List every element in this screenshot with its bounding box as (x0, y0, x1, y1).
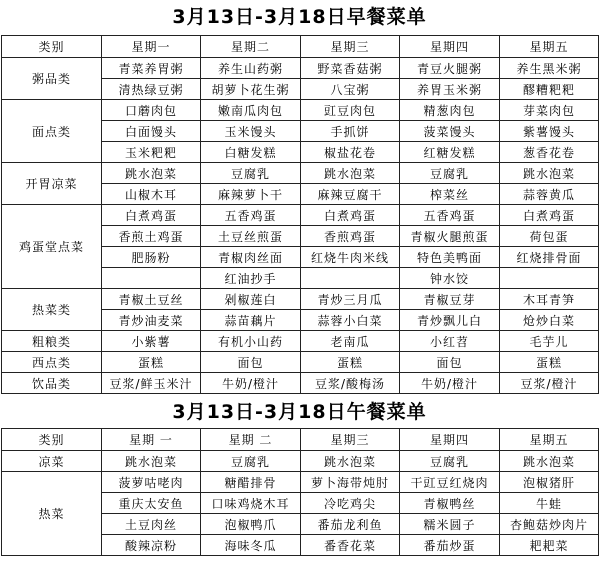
menu-item-cell: 白煮鸡蛋 (301, 205, 400, 226)
menu-item-cell: 玉米粑粑 (102, 142, 201, 163)
menu-item-cell: 红烧牛肉米线 (301, 247, 400, 268)
menu-item-cell: 山椒木耳 (102, 184, 201, 205)
menu-item-cell: 白糖发糕 (201, 142, 301, 163)
menu-item-cell: 面包 (400, 352, 500, 373)
menu-item-cell: 玉米馒头 (201, 121, 301, 142)
menu-item-cell (500, 268, 599, 289)
header-day: 星期五 (500, 429, 599, 451)
menu-item-cell: 蒜苗藕片 (201, 310, 301, 331)
table-row (2, 58, 599, 79)
category-cell: 饮品类 (2, 373, 102, 394)
table-row (2, 373, 599, 394)
category-cell: 热菜 (2, 472, 102, 556)
menu-item-cell: 冷吃鸡尖 (301, 493, 400, 514)
menu-item-cell: 清热绿豆粥 (102, 79, 201, 100)
table-row (2, 289, 599, 310)
breakfast-table (1, 35, 599, 394)
table-row (2, 472, 599, 493)
menu-item-cell: 耙耙菜 (500, 535, 599, 556)
menu-item-cell: 五香鸡蛋 (400, 205, 500, 226)
menu-item-cell: 八宝粥 (301, 79, 400, 100)
menu-item-cell: 青豆火腿粥 (400, 58, 500, 79)
header-category: 类别 (2, 36, 102, 58)
table-row (2, 352, 599, 373)
menu-item-cell: 蛋糕 (301, 352, 400, 373)
menu-item-cell: 牛奶/橙汁 (201, 373, 301, 394)
menu-item-cell: 干豇豆红烧肉 (400, 472, 500, 493)
menu-item-cell: 五香鸡蛋 (201, 205, 301, 226)
menu-item-cell: 糖醋排骨 (201, 472, 301, 493)
menu-item-cell: 青菜养胃粥 (102, 58, 201, 79)
menu-item-cell: 香煎土鸡蛋 (102, 226, 201, 247)
menu-item-cell: 番茄炒蛋 (400, 535, 500, 556)
header-day: 星期三 (301, 429, 400, 451)
table-row (2, 163, 599, 184)
menu-item-cell: 野菜香菇粥 (301, 58, 400, 79)
menu-item-cell: 小紫薯 (102, 331, 201, 352)
header-day: 星期 二 (201, 429, 301, 451)
menu-item-cell: 口味鸡烧木耳 (201, 493, 301, 514)
menu-item-cell: 嫩南瓜肉包 (201, 100, 301, 121)
menu-item-cell: 紫薯馒头 (500, 121, 599, 142)
menu-item-cell: 养生黑米粥 (500, 58, 599, 79)
table-row (2, 331, 599, 352)
menu-item-cell: 豆浆/鲜玉米汁 (102, 373, 201, 394)
menu-item-cell: 青椒火腿煎蛋 (400, 226, 500, 247)
menu-item-cell: 萝卜海带炖肘 (301, 472, 400, 493)
menu-item-cell: 牛蛙 (500, 493, 599, 514)
menu-item-cell: 豆腐乳 (201, 451, 301, 472)
header-day: 星期一 (102, 36, 201, 58)
menu-item-cell: 青椒土豆丝 (102, 289, 201, 310)
menu-item-cell: 蛋糕 (500, 352, 599, 373)
menu-item-cell: 白煮鸡蛋 (500, 205, 599, 226)
header-day: 星期二 (201, 36, 301, 58)
header-row (2, 36, 599, 58)
menu-item-cell: 杏鲍菇炒肉片 (500, 514, 599, 535)
table-row (2, 100, 599, 121)
menu-item-cell: 肥肠粉 (102, 247, 201, 268)
table-row (2, 205, 599, 226)
menu-item-cell: 重庆太安鱼 (102, 493, 201, 514)
menu-item-cell: 麻辣萝卜干 (201, 184, 301, 205)
category-cell: 凉菜 (2, 451, 102, 472)
menu-item-cell: 榨菜丝 (400, 184, 500, 205)
menu-item-cell: 红糖发糕 (400, 142, 500, 163)
menu-item-cell: 蒜蓉黄瓜 (500, 184, 599, 205)
menu-item-cell: 豆腐乳 (201, 163, 301, 184)
menu-item-cell: 青椒肉丝面 (201, 247, 301, 268)
header-day: 星期四 (400, 429, 500, 451)
menu-item-cell: 糯米圆子 (400, 514, 500, 535)
header-day: 星期三 (301, 36, 400, 58)
menu-item-cell: 剁椒莲白 (201, 289, 301, 310)
menu-item-cell: 芽菜肉包 (500, 100, 599, 121)
menu-item-cell: 毛芋儿 (500, 331, 599, 352)
menu-item-cell: 豆腐乳 (400, 451, 500, 472)
menu-item-cell: 跳水泡菜 (500, 451, 599, 472)
menu-item-cell: 红油抄手 (201, 268, 301, 289)
menu-item-cell: 木耳青笋 (500, 289, 599, 310)
menu-item-cell: 豆浆/橙汁 (500, 373, 599, 394)
menu-item-cell (102, 268, 201, 289)
menu-item-cell: 面包 (201, 352, 301, 373)
menu-item-cell: 跳水泡菜 (301, 163, 400, 184)
lunch-title: 3月13日-3月18日午餐菜单 (172, 401, 427, 423)
menu-item-cell: 泡椒猪肝 (500, 472, 599, 493)
category-cell: 粗粮类 (2, 331, 102, 352)
menu-item-cell: 土豆肉丝 (102, 514, 201, 535)
category-cell: 热菜类 (2, 289, 102, 331)
menu-item-cell: 钟水饺 (400, 268, 500, 289)
menu-item-cell: 小红苕 (400, 331, 500, 352)
menu-item-cell: 豆浆/酸梅汤 (301, 373, 400, 394)
menu-item-cell: 跳水泡菜 (102, 451, 201, 472)
header-row (2, 429, 599, 451)
menu-item-cell: 红烧排骨面 (500, 247, 599, 268)
menu-item-cell: 酸辣凉粉 (102, 535, 201, 556)
menu-item-cell (301, 268, 400, 289)
menu-item-cell: 麻辣豆腐干 (301, 184, 400, 205)
header-day: 星期四 (400, 36, 500, 58)
menu-item-cell: 土豆丝煎蛋 (201, 226, 301, 247)
menu-item-cell: 特色美鸭面 (400, 247, 500, 268)
menu-item-cell: 牛奶/橙汁 (400, 373, 500, 394)
menu-item-cell: 泡椒鸭爪 (201, 514, 301, 535)
menu-item-cell: 有机小山药 (201, 331, 301, 352)
menu-item-cell: 养胃玉米粥 (400, 79, 500, 100)
menu-item-cell: 菠萝咕咾肉 (102, 472, 201, 493)
menu-item-cell: 跳水泡菜 (102, 163, 201, 184)
lunch-table (1, 428, 599, 556)
menu-item-cell: 醪糟粑粑 (500, 79, 599, 100)
header-day: 星期五 (500, 36, 599, 58)
menu-item-cell: 蛋糕 (102, 352, 201, 373)
category-cell: 西点类 (2, 352, 102, 373)
menu-item-cell: 精葱肉包 (400, 100, 500, 121)
category-cell: 鸡蛋堂点菜 (2, 205, 102, 289)
menu-item-cell: 跳水泡菜 (301, 451, 400, 472)
menu-item-cell: 手抓饼 (301, 121, 400, 142)
menu-item-cell: 老南瓜 (301, 331, 400, 352)
breakfast-title: 3月13日-3月18日早餐菜单 (172, 6, 427, 28)
menu-item-cell: 香煎鸡蛋 (301, 226, 400, 247)
menu-item-cell: 跳水泡菜 (500, 163, 599, 184)
menu-item-cell: 番香花菜 (301, 535, 400, 556)
menu-item-cell: 白煮鸡蛋 (102, 205, 201, 226)
menu-item-cell: 豆腐乳 (400, 163, 500, 184)
category-cell: 面点类 (2, 100, 102, 163)
menu-item-cell: 菠菜馒头 (400, 121, 500, 142)
menu-item-cell: 炝炒白菜 (500, 310, 599, 331)
category-cell: 开胃凉菜 (2, 163, 102, 205)
header-category: 类别 (2, 429, 102, 451)
menu-item-cell: 青炒油麦菜 (102, 310, 201, 331)
menu-item-cell: 番茄龙利鱼 (301, 514, 400, 535)
menu-item-cell: 椒盐花卷 (301, 142, 400, 163)
menu-item-cell: 养生山药粥 (201, 58, 301, 79)
category-cell: 粥品类 (2, 58, 102, 100)
menu-item-cell: 荷包蛋 (500, 226, 599, 247)
table-row (2, 451, 599, 472)
menu-item-cell: 白面馒头 (102, 121, 201, 142)
menu-item-cell: 豇豆肉包 (301, 100, 400, 121)
menu-item-cell: 青椒豆芽 (400, 289, 500, 310)
menu-item-cell: 青炒三月瓜 (301, 289, 400, 310)
menu-item-cell: 蒜蓉小白菜 (301, 310, 400, 331)
header-day: 星期 一 (102, 429, 201, 451)
menu-item-cell: 青炒飘儿白 (400, 310, 500, 331)
menu-item-cell: 青椒鸭丝 (400, 493, 500, 514)
menu-item-cell: 胡萝卜花生粥 (201, 79, 301, 100)
menu-item-cell: 海味冬瓜 (201, 535, 301, 556)
menu-item-cell: 口蘑肉包 (102, 100, 201, 121)
menu-item-cell: 葱香花卷 (500, 142, 599, 163)
